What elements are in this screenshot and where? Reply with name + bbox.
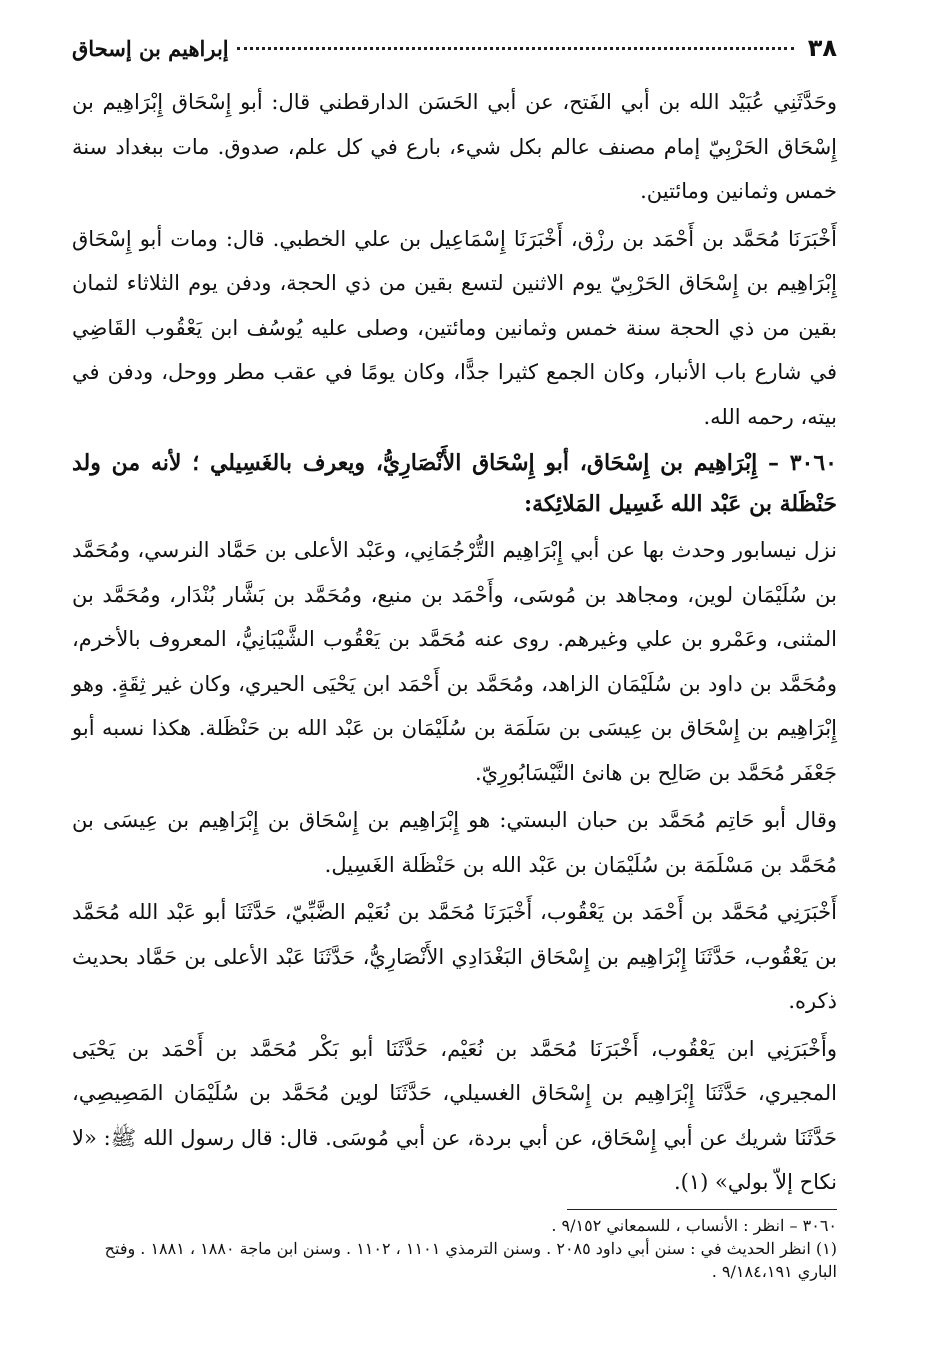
footnote-entry-3060: ٣٠٦٠ – انظر : الأنساب ، للسمعاني ٩/١٥٢ . — [551, 1215, 837, 1235]
header-dotted-leader — [237, 47, 794, 50]
running-header — [72, 34, 837, 80]
book-page — [72, 34, 837, 1283]
paragraph-teachers-and-students: نزل نيسابور وحدث بها عن أبي إِبْرَاهِيم التُّرْجُمَانِي، وعَبْد الأعلى بن حَمَّاد النرسي، ومُحَمَّد بن سُلَيْمَان لوين، ومجاهد بن مُوسَى، وأَحْمَد بن منيع، ومُحَمَّد بن بَشَّار بُنْدَار، ومُحَمَّد بن المثنى، وعَمْرو بن علي وغيرهم. روى عنه مُحَمَّد بن يَعْقُوب الشَّيْبَانِيُّ، المعروف بالأخرم، ومُحَمَّد بن داود بن سُلَيْمَان الزاهد، ومُحَمَّد بن أَحْمَد ابن يَحْيَى الحيري، وكان غير ثِقَةٍ. وهو إِبْرَاهِيم بن إِسْحَاق بن عِيسَى بن سَلَمَة بن سُلَيْمَان بن عَبْد الله بن حَنْظَلة. هكذا نسبه أبو جَعْفَر مُحَمَّد بن صَالِح بن هانئ النَّيْسَابُورِيّ. — [72, 538, 837, 785]
footnote-1: (١) انظر الحديث في : سنن أبي داود ٢٠٨٥ . وسنن الترمذي ١١٠١ ، ١١٠٢ . وسنن ابن ماجة ١٨٨٠ ، ١٨٨١ . وفتح الباري ٩/١٨٤،١٩١ . — [104, 1238, 837, 1281]
paragraph-ibn-hibban-lineage: وقال أبو حَاتِم مُحَمَّد بن حبان البستي: هو إِبْرَاهِيم بن إِسْحَاق بن إِبْرَاهِيم بن عِيسَى بن مُحَمَّد بن مَسْلَمَة بن سُلَيْمَان بن عَبْد الله بن حَنْظَلة الغَسِيل. — [72, 808, 837, 877]
page-number: ٣٨ — [807, 34, 837, 62]
paragraph-daraqutni-quote: وحَدَّثَنِي عُبَيْد الله بن أبي الفَتح، عن أبي الحَسَن الدارقطني قال: أبو إِسْحَاق إِبْرَاهِيم بن إِسْحَاق الحَرْبِيّ إمام مصنف عالم بكل شيء، بارع في كل علم، صدوق. مات ببغداد سنة خمس وثمانين ومائتين. — [72, 90, 837, 203]
running-title: إبراهيم بن إسحاق — [72, 36, 229, 61]
paragraph-death-and-burial: أَخْبَرَنَا مُحَمَّد بن أَحْمَد بن رزْق، أَخْبَرَنَا إِسْمَاعِيل بن علي الخطبي. قال: ومات أبو إِسْحَاق إِبْرَاهِيم بن إِسْحَاق الحَرْبِيّ يوم الاثنين لتسع بقين من ذي الحجة، ودفن يوم الثلاثاء لثمان بقين من ذي الحجة سنة خمس وثمانين ومائتين، وصلى عليه يُوسُف ابن يَعْقُوب القَاضِي في شارع باب الأنبار، وكان الجمع كثيرا جدًّا، وكان يومًا في عقب مطر ووحل، ودفن في بيته، رحمه الله. — [72, 226, 837, 429]
paragraph-narration-chain-1: أَخْبَرَنِي مُحَمَّد بن أَحْمَد بن يَعْقُوب، أَخْبَرَنَا مُحَمَّد بن نُعَيْم الضَّبِّيّ، حَدَّثَنَا أبو عَبْد الله مُحَمَّد بن يَعْقُوب، حَدَّثَنَا إِبْرَاهِيم بن إِسْحَاق البَغْدَادِي الأَنْصَارِيُّ، حَدَّثَنَا عَبْد الأعلى بن حَمَّاد بحديث ذكره. — [72, 900, 837, 1013]
entry-heading-3060: ٣٠٦٠ – إِبْرَاهِيم بن إِسْحَاق، أبو إِسْحَاق الأَنْصَارِيُّ، ويعرف بالغَسِيلي ؛ لأنه من ولد حَنْظَلة بن عَبْد الله غَسِيل المَلائِكة: — [72, 450, 837, 517]
paragraph-narration-chain-2: وأَخْبَرَنِي ابن يَعْقُوب، أَخْبَرَنَا مُحَمَّد بن نُعَيْم، حَدَّثَنَا أبو بَكْر مُحَمَّد بن أَحْمَد بن يَحْيَى المجيري، حَدَّثَنَا إِبْرَاهِيم بن إِسْحَاق الغسيلي، حَدَّثَنَا لوين مُحَمَّد بن سُلَيْمَان المَصِيصِي، حَدَّثَنَا شريك عن أبي إِسْحَاق، عن أبي بردة، عن أبي مُوسَى. قال: قال رسول الله ﷺ: «لا نكاح إلاّ بولي» (١). — [72, 1036, 837, 1194]
